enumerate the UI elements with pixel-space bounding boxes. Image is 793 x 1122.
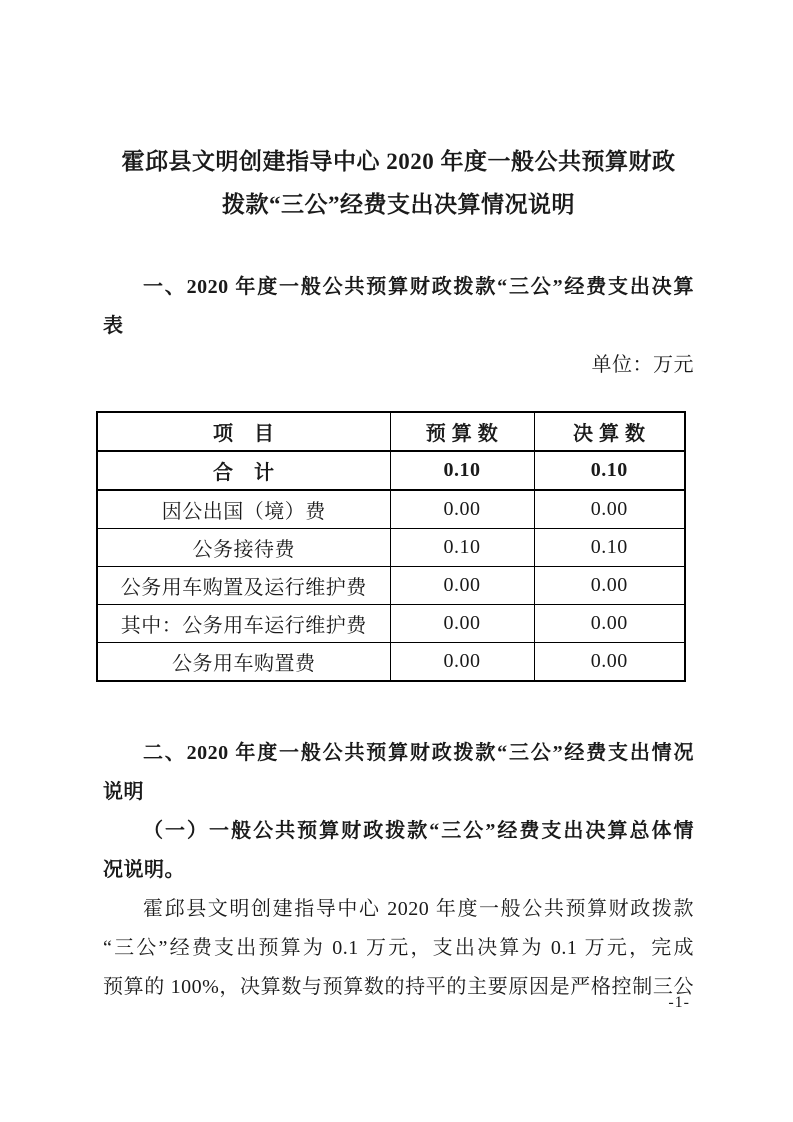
document-title-line1: 霍邱县文明创建指导中心 2020 年度一般公共预算财政 bbox=[121, 149, 676, 174]
document-content bbox=[103, 0, 694, 1007]
section1-heading-line1: 一、2020 年度一般公共预算财政拨款“三公”经费支出决算 bbox=[143, 276, 694, 298]
document-title-line2: 拨款“三公”经费支出决算情况说明 bbox=[222, 192, 575, 217]
section1-heading-line2: 表 bbox=[103, 315, 124, 337]
row-final-value: 0.00 bbox=[534, 490, 685, 529]
budget-table bbox=[96, 411, 686, 682]
row-item-label: 合 计 bbox=[97, 451, 390, 490]
paragraph-line2: “三公”经费支出预算为 0.1 万元，支出决算为 0.1 万元，完成 bbox=[103, 937, 694, 959]
table-row-total bbox=[97, 451, 685, 490]
table-header-row bbox=[97, 412, 685, 451]
document-title bbox=[103, 140, 694, 226]
column-header-item: 项 目 bbox=[97, 412, 390, 451]
column-header-final: 决 算 数 bbox=[534, 412, 685, 451]
table-row-abroad bbox=[97, 490, 685, 529]
row-item-label: 其中：公务用车运行维护费 bbox=[97, 605, 390, 643]
row-budget-value: 0.10 bbox=[390, 451, 534, 490]
row-item-label: 公务接待费 bbox=[97, 529, 390, 567]
table-row-vehicle-operation bbox=[97, 605, 685, 643]
row-item-label: 公务用车购置费 bbox=[97, 643, 390, 682]
page-number: -1- bbox=[668, 994, 690, 1011]
row-budget-value: 0.00 bbox=[390, 567, 534, 605]
section1-heading bbox=[103, 268, 694, 346]
row-budget-value: 0.00 bbox=[390, 605, 534, 643]
unit-label: 单位：万元 bbox=[591, 354, 694, 376]
paragraph-line3: 预算的 100%，决算数与预算数的持平的主要原因是严格控制三公 bbox=[103, 976, 694, 998]
row-budget-value: 0.00 bbox=[390, 490, 534, 529]
table-row-reception bbox=[97, 529, 685, 567]
table-row-vehicle-total bbox=[97, 567, 685, 605]
subsection1-heading bbox=[103, 812, 694, 890]
row-final-value: 0.00 bbox=[534, 643, 685, 682]
section2-heading bbox=[103, 734, 694, 812]
body-paragraph bbox=[103, 890, 694, 1007]
row-final-value: 0.00 bbox=[534, 605, 685, 643]
table-row-vehicle-purchase bbox=[97, 643, 685, 682]
paragraph-line1: 霍邱县文明创建指导中心 2020 年度一般公共预算财政拨款 bbox=[143, 898, 694, 920]
row-budget-value: 0.10 bbox=[390, 529, 534, 567]
section2-heading-line2: 说明 bbox=[103, 781, 144, 803]
row-item-label: 公务用车购置及运行维护费 bbox=[97, 567, 390, 605]
subsection1-heading-line2: 况说明。 bbox=[103, 859, 185, 881]
column-header-budget: 预 算 数 bbox=[390, 412, 534, 451]
row-final-value: 0.00 bbox=[534, 567, 685, 605]
row-final-value: 0.10 bbox=[534, 451, 685, 490]
row-budget-value: 0.00 bbox=[390, 643, 534, 682]
row-item-label: 因公出国（境）费 bbox=[97, 490, 390, 529]
section2-heading-line1: 二、2020 年度一般公共预算财政拨款“三公”经费支出情况 bbox=[143, 742, 694, 764]
subsection1-heading-line1: （一）一般公共预算财政拨款“三公”经费支出决算总体情 bbox=[143, 820, 694, 842]
row-final-value: 0.10 bbox=[534, 529, 685, 567]
